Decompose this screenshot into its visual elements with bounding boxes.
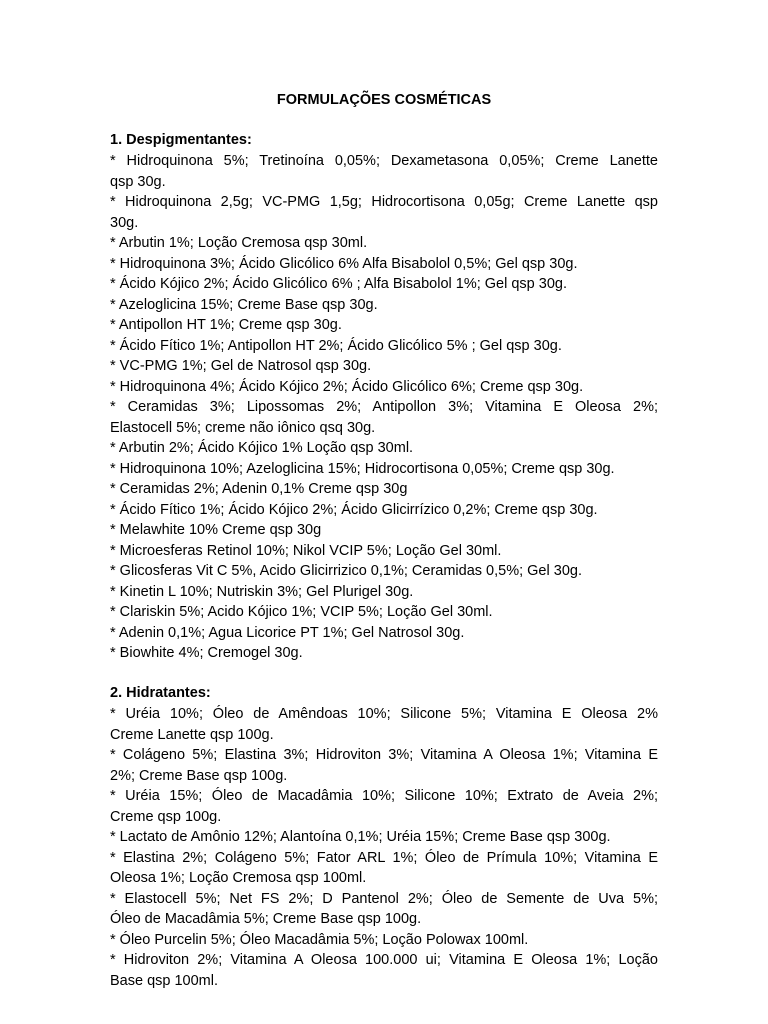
formula-line: * Ácido Kójico 2%; Ácido Glicólico 6% ; Alfa Bisabolol 1%; Gel qsp 30g. xyxy=(110,276,567,292)
formula-line: qsp 30g. xyxy=(110,173,166,190)
formula-item xyxy=(110,397,658,438)
formula-item xyxy=(110,602,658,623)
formula-line: * Microesferas Retinol 10%; Nikol VCIP 5%; Loção Gel 30ml. xyxy=(110,542,502,559)
formula-item xyxy=(110,377,658,398)
formula-line: * Uréia 10%; Óleo de Amêndoas 10%; Silicone 5%; Vitamina E Oleosa 2% xyxy=(110,706,658,722)
formula-line: * Biowhite 4%; Cremogel 30g. xyxy=(110,645,303,661)
formula-line: * Lactato de Amônio 12%; Alantoína 0,1%; Uréia 15%; Creme Base qsp 300g. xyxy=(110,829,611,845)
formula-line: * Arbutin 2%; Ácido Kójico 1% Loção qsp 30ml. xyxy=(110,440,414,456)
formula-line: * Ácido Fítico 1%; Ácido Kójico 2%; Ácido Glicirrízico 0,2%; Creme qsp 30g. xyxy=(110,501,598,518)
formula-item xyxy=(110,274,658,295)
formula-line: Base qsp 100ml. xyxy=(110,972,219,989)
formula-line: * Ceramidas 3%; Lipossomas 2%; Antipollon 3%; Vitamina E Oleosa 2%; xyxy=(110,399,658,415)
formula-line: * Antipollon HT 1%; Creme qsp 30g. xyxy=(110,317,342,333)
formula-item xyxy=(110,459,658,480)
formula-line: * Glicosferas Vit C 5%, Acido Glicirrizico 0,1%; Ceramidas 0,5%; Gel 30g. xyxy=(110,563,582,579)
document-title: FORMULAÇÕES COSMÉTICAS xyxy=(276,92,492,108)
formula-line: Creme Lanette qsp 100g. xyxy=(110,726,274,743)
formula-line: * Kinetin L 10%; Nutriskin 3%; Gel Plurigel 30g. xyxy=(110,583,414,600)
formula-line: * Adenin 0,1%; Agua Licorice PT 1%; Gel Natrosol 30g. xyxy=(110,624,465,641)
formula-line: * Elastocell 5%; Net FS 2%; D Pantenol 2%; Óleo de Semente de Uva 5%; xyxy=(110,890,658,907)
formula-line: * Hidroquinona 3%; Ácido Glicólico 6% Alfa Bisabolol 0,5%; Gel qsp 30g. xyxy=(110,255,578,272)
formula-line: Elastocell 5%; creme não iônico qsq 30g. xyxy=(110,419,376,436)
formula-line: * Ácido Fítico 1%; Antipollon HT 2%; Ácido Glicólico 5% ; Gel qsp 30g. xyxy=(110,337,562,354)
formula-line: Óleo de Macadâmia 5%; Creme Base qsp 100g. xyxy=(110,911,422,927)
formula-line: * Hidroquinona 4%; Ácido Kójico 2%; Ácido Glicólico 6%; Creme qsp 30g. xyxy=(110,378,584,395)
formula-item xyxy=(110,356,658,377)
formula-item xyxy=(110,233,658,254)
formula-item xyxy=(110,192,658,233)
formula-line: Oleosa 1%; Loção Cremosa qsp 100ml. xyxy=(110,870,367,886)
formula-item xyxy=(110,479,658,500)
section-heading-hidratantes: 2. Hidratantes: xyxy=(110,685,211,701)
formula-line: Creme qsp 100g. xyxy=(110,808,222,825)
formula-item xyxy=(110,541,658,562)
formula-item xyxy=(110,500,658,521)
formula-item xyxy=(110,643,658,664)
formula-item xyxy=(110,930,658,951)
formula-item xyxy=(110,623,658,644)
formula-item xyxy=(110,745,658,786)
formula-line: * Hidroquinona 2,5g; VC-PMG 1,5g; Hidrocortisona 0,05g; Creme Lanette qsp xyxy=(110,194,658,210)
formula-line: * Elastina 2%; Colágeno 5%; Fator ARL 1%; Óleo de Prímula 10%; Vitamina E xyxy=(110,849,658,866)
formula-line: * Azeloglicina 15%; Creme Base qsp 30g. xyxy=(110,296,378,313)
formula-line: * Óleo Purcelin 5%; Óleo Macadâmia 5%; Loção Polowax 100ml. xyxy=(110,931,529,948)
formula-line: * Hidroquinona 10%; Azeloglicina 15%; Hidrocortisona 0,05%; Creme qsp 30g. xyxy=(110,460,615,477)
formula-item xyxy=(110,950,658,991)
formula-item xyxy=(110,704,658,745)
formula-item xyxy=(110,151,658,192)
formula-line: * Hidroviton 2%; Vitamina A Oleosa 100.000 ui; Vitamina E Oleosa 1%; Loção xyxy=(110,952,658,968)
formula-item xyxy=(110,438,658,459)
formula-line: 30g. xyxy=(110,214,139,231)
formula-item xyxy=(110,827,658,848)
formula-line: 2%; Creme Base qsp 100g. xyxy=(110,767,288,784)
formula-item xyxy=(110,295,658,316)
formula-line: * Clariskin 5%; Acido Kójico 1%; VCIP 5%; Loção Gel 30ml. xyxy=(110,604,493,620)
section-heading-despigmentantes: 1. Despigmentantes: xyxy=(110,132,252,148)
formula-item xyxy=(110,315,658,336)
formula-item xyxy=(110,786,658,827)
formula-item xyxy=(110,582,658,603)
formula-line: * Arbutin 1%; Loção Cremosa qsp 30ml. xyxy=(110,235,368,251)
formula-item xyxy=(110,889,658,930)
formula-list-despigmentantes xyxy=(110,151,658,664)
formula-line: * Ceramidas 2%; Adenin 0,1% Creme qsp 30g xyxy=(110,481,408,497)
formula-line: * Melawhite 10% Creme qsp 30g xyxy=(110,522,322,538)
formula-line: * Uréia 15%; Óleo de Macadâmia 10%; Silicone 10%; Extrato de Aveia 2%; xyxy=(110,788,658,804)
formula-item xyxy=(110,254,658,275)
formula-item xyxy=(110,336,658,357)
formula-item xyxy=(110,561,658,582)
formula-item xyxy=(110,520,658,541)
formula-line: * Hidroquinona 5%; Tretinoína 0,05%; Dexametasona 0,05%; Creme Lanette xyxy=(110,153,658,169)
formula-line: * Colágeno 5%; Elastina 3%; Hidroviton 3%; Vitamina A Oleosa 1%; Vitamina E xyxy=(110,747,658,763)
formula-item xyxy=(110,848,658,889)
formula-list-hidratantes xyxy=(110,704,658,991)
formula-line: * VC-PMG 1%; Gel de Natrosol qsp 30g. xyxy=(110,358,372,374)
